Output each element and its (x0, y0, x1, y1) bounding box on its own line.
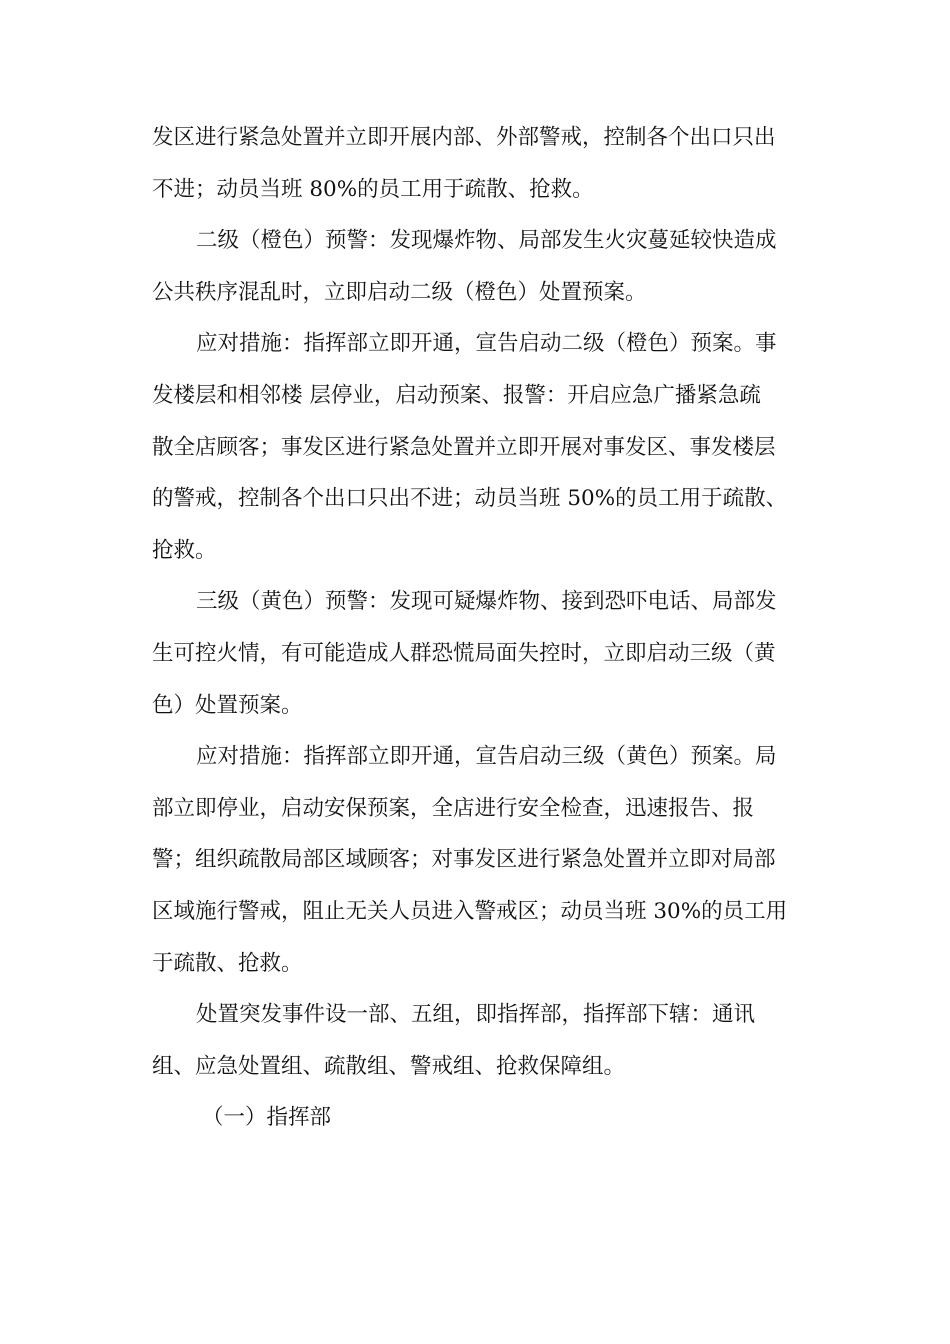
text-line: 生可控火情，有可能造成人群恐慌局面失控时，立即启动三级（黄 (152, 640, 776, 666)
text-line: 不进；动员当班 80%的员工用于疏散、抢救。 (152, 176, 594, 202)
text-line: 公共秩序混乱时，立即启动二级（橙色）处置预案。 (152, 279, 647, 305)
paragraph-4 (152, 576, 800, 731)
text-line: 色）处置预案。 (152, 692, 303, 718)
paragraph-1 (152, 112, 800, 215)
document-body (152, 112, 800, 1144)
text-line: 应对措施：指挥部立即开通，宣告启动三级（黄色）预案。局 (196, 744, 777, 770)
text-line: 应对措施：指挥部立即开通，宣告启动二级（橙色）预案。事 (196, 331, 777, 357)
paragraph-2 (152, 215, 800, 318)
text-line: 发区进行紧急处置并立即开展内部、外部警戒，控制各个出口只出 (152, 125, 776, 150)
text-line: 警；组织疏散局部区域顾客；对事发区进行紧急处置并立即对局部 (152, 847, 776, 873)
paragraph-3 (152, 318, 800, 576)
text-line: 于疏散、抢救。 (152, 950, 303, 976)
text-line: 二级（橙色）预警：发现爆炸物、局部发生火灾蔓延较快造成 (196, 228, 777, 254)
section-heading-text: （一）指挥部 (202, 1105, 332, 1131)
text-line: 组、应急处置组、疏散组、警戒组、抢救保障组。 (152, 1053, 626, 1079)
section-heading (152, 1092, 800, 1144)
text-line: 抢救。 (152, 537, 217, 563)
text-line: 区域施行警戒，阻止无关人员进入警戒区；动员当班 30%的员工用 (152, 898, 788, 924)
text-line: 三级（黄色）预警：发现可疑爆炸物、接到恐吓电话、局部发 (196, 589, 777, 615)
paragraph-6 (152, 989, 800, 1092)
text-line: 处置突发事件设一部、五组，即指挥部，指挥部下辖：通讯 (196, 1002, 756, 1028)
text-line: 散全店顾客；事发区进行紧急处置并立即开展对事发区、事发楼层 (152, 434, 776, 460)
paragraph-5 (152, 731, 800, 989)
text-line: 的警戒，控制各个出口只出不进；动员当班 50%的员工用于疏散、 (152, 486, 788, 512)
text-line: 部立即停业，启动安保预案，全店进行安全检查，迅速报告、报 (152, 795, 755, 821)
text-line: 发楼层和相邻楼 层停业，启动预案、报警：开启应急广播紧急疏 (152, 382, 761, 408)
